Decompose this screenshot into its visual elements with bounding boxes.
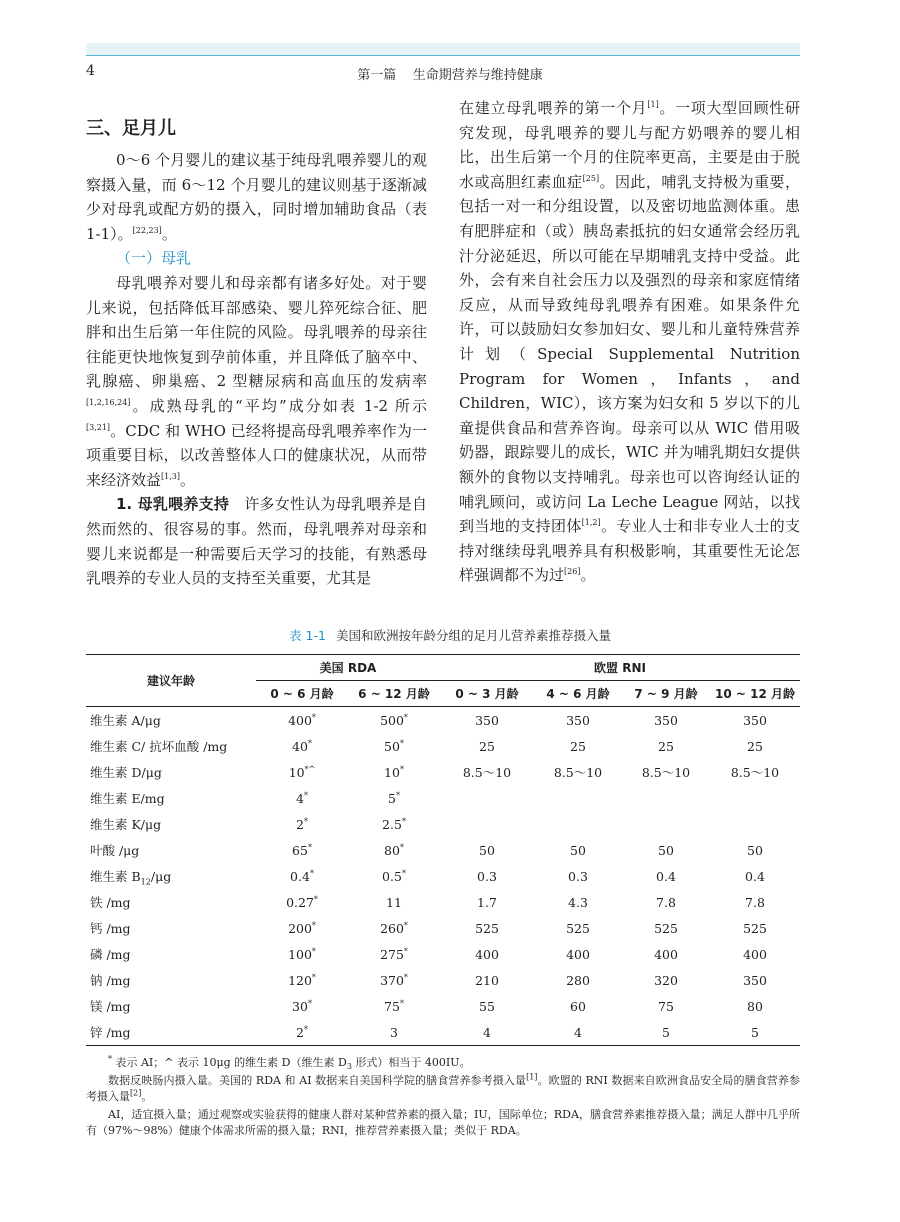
nutrient-name: 镁 /mg xyxy=(90,999,131,1014)
nutrient-name: 叶酸 /μg xyxy=(90,843,140,858)
group-eu-rni: 欧盟 RNI xyxy=(440,655,800,681)
table-row xyxy=(86,967,800,993)
value-cell: 2* xyxy=(256,1019,348,1046)
value-cell: 525 xyxy=(475,920,499,936)
value-cell: 400 xyxy=(475,946,499,962)
value-cell: 260* xyxy=(380,920,408,936)
value-cell: 275* xyxy=(380,946,408,962)
value-cell: 0.5* xyxy=(382,868,406,884)
value-cell: 0.27* xyxy=(286,894,318,910)
row-header: 建议年龄 xyxy=(86,655,256,707)
value-cell: 40* xyxy=(292,738,312,754)
header-band xyxy=(86,43,800,55)
value-cell: 2* xyxy=(296,816,308,832)
value-cell: 200* xyxy=(288,920,316,936)
col-header: 6 ~ 12 月龄 xyxy=(348,681,440,707)
value-cell: 120* xyxy=(288,972,316,988)
value-cell: 3 xyxy=(348,1019,440,1046)
value-cell xyxy=(440,811,534,837)
value-cell: 500* xyxy=(380,712,408,728)
value-cell: 0.4 xyxy=(656,868,676,884)
table-row xyxy=(86,837,800,863)
nutrient-table xyxy=(86,654,800,1046)
table-row xyxy=(86,733,800,759)
section-title: 三、足月儿 xyxy=(86,118,176,139)
value-cell: 280 xyxy=(566,972,590,988)
value-cell: 7.8 xyxy=(656,894,676,910)
value-cell: 25 xyxy=(747,738,763,754)
nutrient-name: 维生素 A/μg xyxy=(90,713,161,728)
value-cell: 4 xyxy=(440,1019,534,1046)
value-cell: 50 xyxy=(658,842,674,858)
table-row xyxy=(86,889,800,915)
value-cell: 400 xyxy=(654,946,678,962)
table-row xyxy=(86,811,800,837)
value-cell: 7.8 xyxy=(745,894,765,910)
nutrient-name: 磷 /mg xyxy=(90,947,131,962)
value-cell xyxy=(710,811,800,837)
value-cell: 60 xyxy=(570,998,586,1014)
value-cell: 75* xyxy=(384,998,404,1014)
table-row xyxy=(86,1019,800,1046)
value-cell: 350 xyxy=(475,712,499,728)
table-row xyxy=(86,993,800,1019)
nutrient-name: 维生素 D/μg xyxy=(90,765,162,780)
value-cell: 80 xyxy=(747,998,763,1014)
value-cell: 4 xyxy=(534,1019,622,1046)
value-cell: 1.7 xyxy=(477,894,497,910)
table-caption xyxy=(0,626,900,644)
col-header: 7 ~ 9 月龄 xyxy=(622,681,710,707)
value-cell: 80* xyxy=(384,842,404,858)
header-rule xyxy=(86,55,800,56)
col-header: 4 ~ 6 月龄 xyxy=(534,681,622,707)
value-cell: 8.5～10 xyxy=(641,765,691,780)
value-cell: 525 xyxy=(654,920,678,936)
col-header: 0 ~ 6 月龄 xyxy=(256,681,348,707)
value-cell: 65* xyxy=(292,842,312,858)
nutrient-name: 维生素 E/mg xyxy=(90,791,165,806)
table-row xyxy=(86,759,800,785)
value-cell: 25 xyxy=(479,738,495,754)
value-cell: 10*^ xyxy=(288,764,316,780)
subsection-title: （一）母乳 xyxy=(116,249,192,268)
value-cell: 4* xyxy=(296,790,308,806)
page-number: 4 xyxy=(86,63,95,79)
value-cell: 0.3 xyxy=(477,868,497,884)
note-sources: 数据反映肠内摄入量。美国的 RDA 和 AI 数据来自美国科学院的膳食营养参考摄入量[1]。欧盟的 RNI 数据来自欧洲食品安全局的膳食营养参考摄入量[2]。 xyxy=(86,1071,800,1103)
value-cell xyxy=(622,785,710,811)
value-cell: 75 xyxy=(658,998,674,1014)
value-cell: 525 xyxy=(743,920,767,936)
nutrient-name: 铁 /mg xyxy=(90,895,131,910)
paragraph-intro: 0～6 个月婴儿的建议基于纯母乳喂养婴儿的观察摄入量，而 6～12 个月婴儿的建议则基于逐渐减少对母乳或配方奶的摄入，同时增加辅助食品（表 1-1）。[22,23]。 xyxy=(86,151,427,243)
note-abbreviations: AI，适宜摄入量；通过观察或实验获得的健康人群对某种营养素的摄入量；IU，国际单位；RDA，膳食营养素推荐摄入量；满足人群中几乎所有（97%～98%）健康个体需求所需的摄入量；RNI，推荐营养素摄入量；类似于 RDA。 xyxy=(86,1107,800,1137)
nutrient-name: 维生素 $B_{12}/\mu g$ xyxy=(90,869,172,887)
value-cell xyxy=(534,811,622,837)
value-cell: 400 xyxy=(566,946,590,962)
value-cell: 370* xyxy=(380,972,408,988)
value-cell xyxy=(440,785,534,811)
left-column xyxy=(86,96,427,591)
value-cell: 25 xyxy=(570,738,586,754)
table-row xyxy=(86,915,800,941)
run-in-heading: 1. 母乳喂养支持 xyxy=(116,495,230,514)
value-cell: 5 xyxy=(710,1019,800,1046)
value-cell: 525 xyxy=(566,920,590,936)
value-cell: 400 xyxy=(743,946,767,962)
value-cell: 5* xyxy=(388,790,400,806)
nutrient-name: 锌 /mg xyxy=(86,1019,256,1046)
col-header: 0 ~ 3 月龄 xyxy=(440,681,534,707)
table-notes xyxy=(86,1055,800,1141)
col-header: 10 ~ 12 月龄 xyxy=(710,681,800,707)
value-cell: 400* xyxy=(288,712,316,728)
paragraph-breastfeeding-benefits: 母乳喂养对婴儿和母亲都有诸多好处。对于婴儿来说，包括降低耳部感染、婴儿猝死综合征、肥胖和出生后第一年住院的风险。母乳喂养的母亲往往能更快地恢复到孕前体重，并且降低了脑卒中、乳腺癌、卵巢癌、2 型糖尿病和高血压的发病率[1,2,16,24]。成熟母乳的“平均”成分如表 1-2 所示[3,21]。CDC 和 WHO 已经将提高母乳喂养率作为一项重要目标，以改善整体人口的健康状况，从而带来经济效益[1,3]。 xyxy=(86,273,427,489)
value-cell: 350 xyxy=(566,712,590,728)
table-number: 表 1-1 xyxy=(289,628,326,643)
value-cell: 8.5～10 xyxy=(730,765,780,780)
paragraph-continued: 在建立母乳喂养的第一个月[1]。一项大型回顾性研究发现，母乳喂养的婴儿与配方奶喂养的婴儿相比，出生后第一个月的住院率更高，主要是由于脱水或高胆红素血症[25]。因此，哺乳支持极为重要，包括一对一和分组设置，以及密切地监测体重。患有肥胖症和（或）胰岛素抵抗的妇女通常会经历乳汁分泌延迟，所以可能在早期哺乳支持中受益。此外，会有来自社会压力以及强烈的母亲和家庭情绪反应，从而导致纯母乳喂养有困难。如果条件允许，可以鼓励妇女参加妇女、婴儿和儿童特殊营养计划（Special Supplemental Nutrition Program for Women，Infants，and Children，WIC），该方案为妇女和 5 岁以下的儿童提供食品和营养咨询。母亲可以从 WIC 借用吸奶器，跟踪婴儿的成长，WIC 并为哺乳期妇女提供额外的食物以支持哺乳。母亲也可以咨询经认证的哺乳顾问，或访问 La Leche League 网站，以找到当地的支持团体[1,2]。专业人士和非专业人士的支持对继续母乳喂养具有积极影响，其重要性无论怎样强调都不为过[26]。 xyxy=(459,99,800,585)
value-cell: 10* xyxy=(384,764,404,780)
value-cell: 50* xyxy=(384,738,404,754)
value-cell: 2.5* xyxy=(382,816,406,832)
value-cell: 350 xyxy=(743,972,767,988)
value-cell: 0.4* xyxy=(290,868,314,884)
value-cell: 50 xyxy=(747,842,763,858)
value-cell: 4.3 xyxy=(568,894,588,910)
table-row xyxy=(86,707,800,734)
value-cell: 8.5～10 xyxy=(553,765,603,780)
nutrient-name: 维生素 K/μg xyxy=(90,817,162,832)
value-cell xyxy=(534,785,622,811)
nutrient-name: 钠 /mg xyxy=(90,973,131,988)
value-cell: 25 xyxy=(658,738,674,754)
value-cell: 30* xyxy=(292,998,312,1014)
value-cell: 50 xyxy=(479,842,495,858)
running-head: 第一篇 生命期营养与维持健康 xyxy=(357,68,543,83)
table-row xyxy=(86,941,800,967)
nutrient-name: 钙 /mg xyxy=(90,921,131,936)
nutrient-name: 维生素 C/ 抗坏血酸 /mg xyxy=(90,739,228,754)
group-us-rda: 美国 RDA xyxy=(256,655,440,681)
value-cell: 5 xyxy=(622,1019,710,1046)
value-cell: 350 xyxy=(743,712,767,728)
value-cell: 100* xyxy=(288,946,316,962)
right-column xyxy=(459,96,800,588)
table-row xyxy=(86,785,800,811)
value-cell: 50 xyxy=(570,842,586,858)
paragraph-breastfeeding-support: 1. 母乳喂养支持 许多女性认为母乳喂养是自然而然的、很容易的事。然而，母乳喂养对母亲和婴儿来说都是一种需要后天学习的技能，有熟悉母乳喂养的专业人员的支持至关重要，尤其是 xyxy=(86,495,427,588)
value-cell: 210 xyxy=(475,972,499,988)
value-cell: 0.3 xyxy=(568,868,588,884)
table-title: 美国和欧洲按年龄分组的足月儿营养素推荐摄入量 xyxy=(335,628,611,643)
value-cell: 55 xyxy=(479,998,495,1014)
value-cell: 11 xyxy=(386,894,402,910)
table-row xyxy=(86,863,800,889)
value-cell: 350 xyxy=(654,712,678,728)
value-cell xyxy=(622,811,710,837)
value-cell xyxy=(710,785,800,811)
value-cell: 0.4 xyxy=(745,868,765,884)
note-ai: * 表示 AI；^ 表示 10μg 的维生素 D（维生素 $D_3$ 形式）相当于 400IU。 xyxy=(108,1054,471,1072)
value-cell: 320 xyxy=(654,972,678,988)
value-cell: 8.5～10 xyxy=(462,765,512,780)
